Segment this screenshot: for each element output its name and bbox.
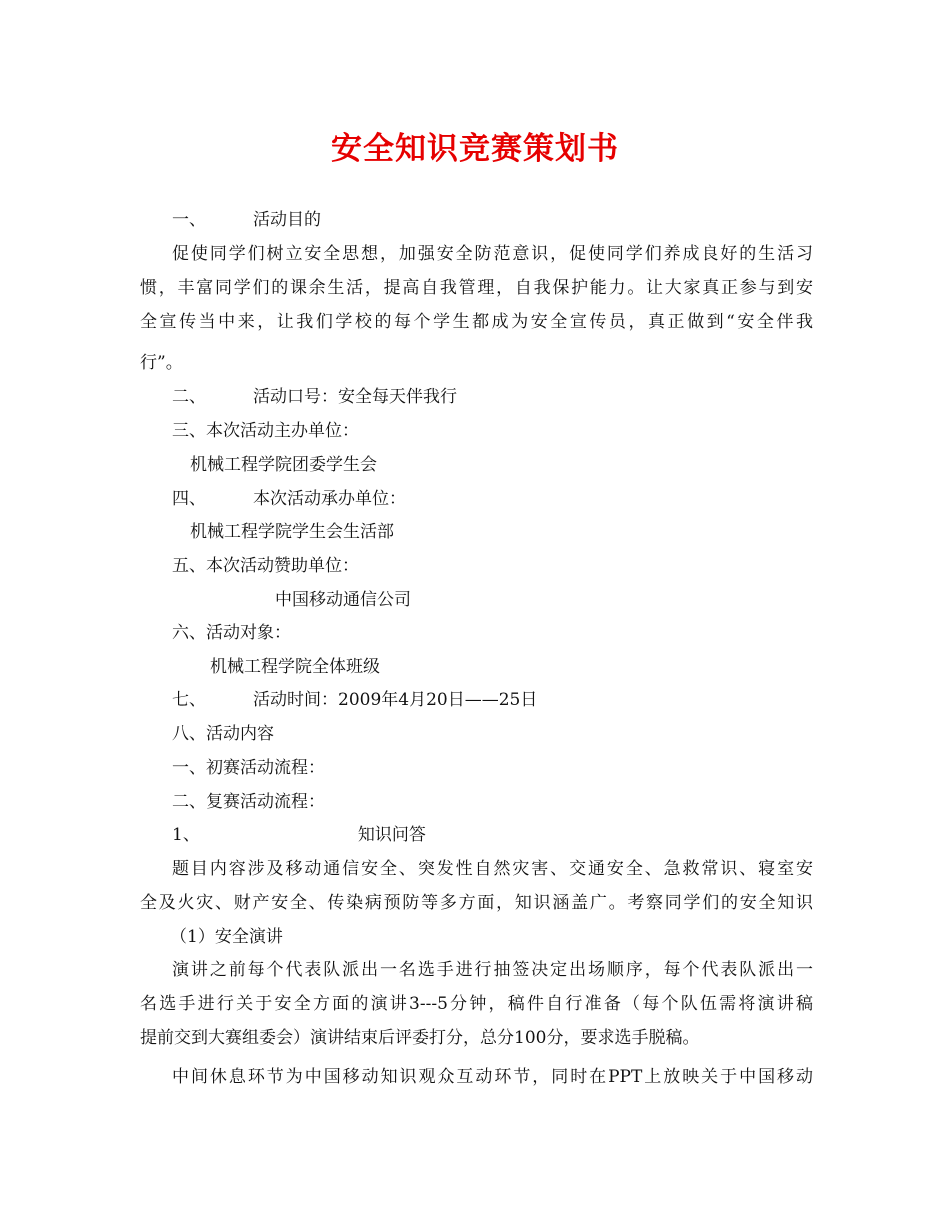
section-4-title: 本次活动承办单位： [253, 489, 406, 509]
section-7-number: 七、 [172, 690, 206, 710]
item-2-paragraph-line: 提前交到大赛组委会）演讲结束后评委打分，总分100分，要求选手脱稿。 [140, 1028, 700, 1048]
section-4-value: 机械工程学院学生会生活部 [190, 522, 394, 542]
item-2-heading: （1）安全演讲 [170, 927, 283, 947]
flow-1-heading: 一、初赛活动流程： [172, 758, 325, 778]
section-7-heading [172, 687, 852, 713]
item-1-heading [172, 822, 852, 848]
break-paragraph-line: 中间休息环节为中国移动知识观众互动环节，同时在PPT上放映关于中国移动 [172, 1067, 813, 1087]
section-1-title: 活动目的 [253, 210, 321, 230]
section-2-heading [172, 384, 852, 410]
flow-2-heading: 二、复赛活动流程： [172, 792, 325, 812]
section-2-text: 活动口号：安全每天伴我行 [253, 387, 457, 407]
section-5-heading: 五、本次活动赞助单位： [172, 556, 359, 576]
section-3-heading: 三、本次活动主办单位： [172, 421, 359, 441]
item-1-paragraph-line: 题目内容涉及移动通信安全、突发性自然灾害、交通安全、急救常识、寝室安 [172, 859, 813, 879]
item-2-paragraph-line: 演讲之前每个代表队派出一名选手进行抽签决定出场顺序，每个代表队派出一 [172, 960, 813, 980]
section-1-paragraph-line: 惯，丰富同学们的课余生活，提高自我管理，自我保护能力。让大家真正参与到安 [140, 278, 813, 298]
section-4-number: 四、 [172, 489, 206, 509]
section-8-heading: 八、活动内容 [172, 724, 274, 744]
document-title: 安全知识竞赛策划书 [331, 131, 619, 167]
section-7-text: 活动时间：2009年4月20日——25日 [253, 690, 538, 710]
item-1-number: 1、 [172, 825, 200, 845]
section-1-paragraph-line: 促使同学们树立安全思想，加强安全防范意识，促使同学们养成良好的生活习 [172, 244, 813, 264]
item-1-paragraph-line: 全及火灾、财产安全、传染病预防等多方面，知识涵盖广。考察同学们的安全知识 [140, 893, 813, 913]
section-2-number: 二、 [172, 387, 206, 407]
section-1-number: 一、 [172, 210, 206, 230]
section-5-value: 中国移动通信公司 [275, 590, 411, 610]
item-2-paragraph-line: 名选手进行关于安全方面的演讲3---5分钟，稿件自行准备（每个队伍需将演讲稿 [140, 994, 813, 1014]
section-1-heading [172, 207, 852, 233]
item-1-title: 知识问答 [357, 825, 426, 845]
section-1-paragraph-line: 行”。 [140, 353, 183, 373]
section-3-value: 机械工程学院团委学生会 [190, 455, 377, 475]
section-1-paragraph-line: 全宣传当中来，让我们学校的每个学生都成为安全宣传员，真正做到“安全伴我 [140, 312, 813, 332]
section-6-heading: 六、活动对象： [172, 623, 291, 643]
section-6-value: 机械工程学院全体班级 [210, 657, 380, 677]
section-4-heading [172, 486, 852, 512]
